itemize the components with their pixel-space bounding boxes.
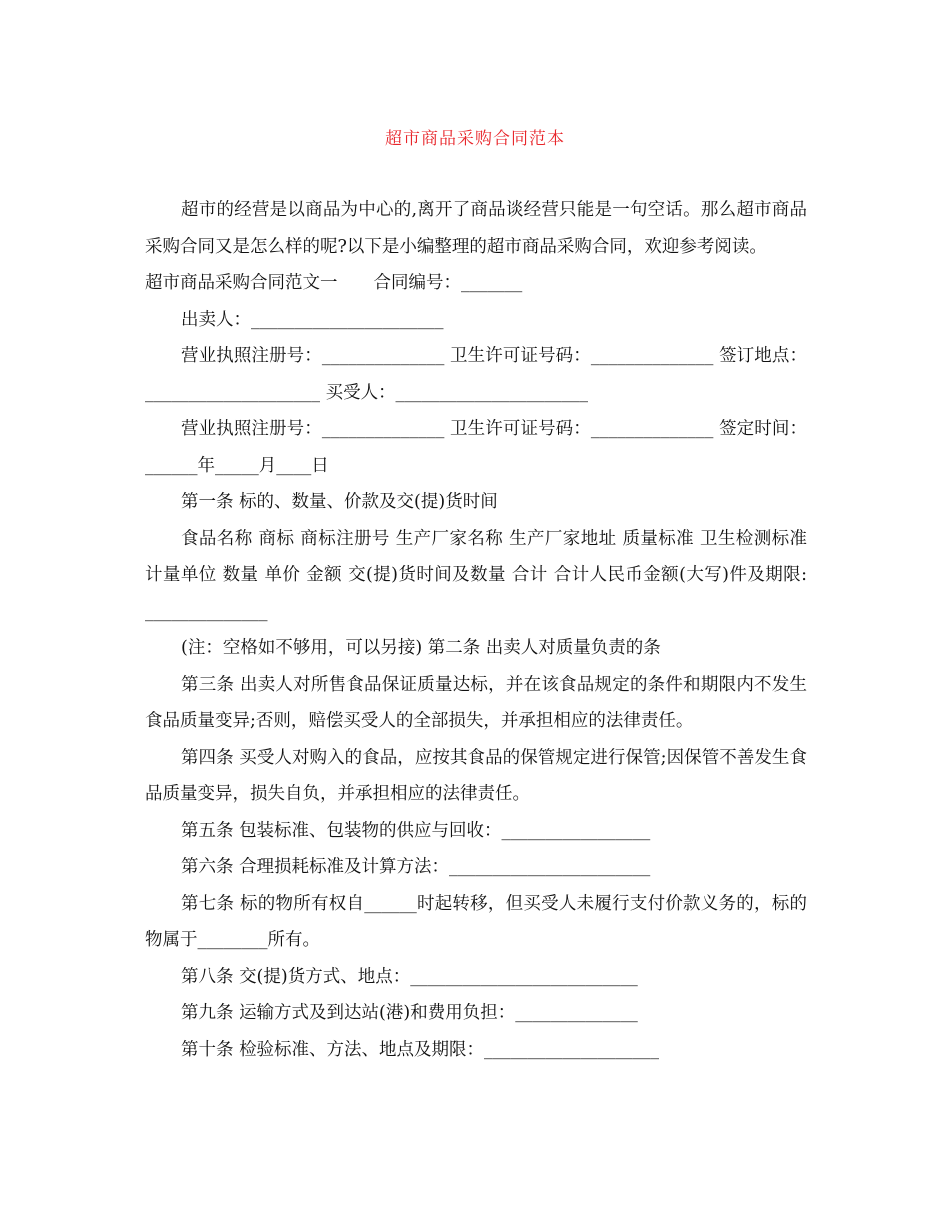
article-5: 第五条 包装标准、包装物的供应与回收：_________________ (181, 820, 651, 841)
article-3: 第三条 出卖人对所售食品保证质量达标，并在该食品规定的条件和期限内不发生食品质量变异;否则，赔偿买受人的全部损失，并承担相应的法律责任。 (145, 674, 807, 731)
article-7: 第七条 标的物所有权自______时起转移，但买受人未履行支付价款义务的，标的物属于________所有。 (145, 893, 807, 950)
article-6: 第六条 合理损耗标准及计算方法：_______________________ (181, 857, 651, 877)
note-paragraph: (注：空格如不够用，可以另接) 第二条 出卖人对质量负责的条 (181, 638, 661, 658)
document-body (145, 192, 807, 1068)
seller-field: 出卖人：______________________ (181, 309, 444, 330)
contract-subtitle: 超市商品采购合同范文一 (145, 273, 338, 293)
article-4: 第四条 买受人对购入的食品，应按其食品的保管规定进行保管;因保管不善发生食品质量变异，损失自负，并承担相应的法律责任。 (145, 747, 807, 804)
document-title: 超市商品采购合同范本 (385, 129, 565, 149)
article-1-title: 第一条 标的、数量、价款及交(提)货时间 (181, 492, 498, 512)
contract-number-field: 合同编号：_______ (373, 273, 523, 293)
article-1-body: 食品名称 商标 商标注册号 生产厂家名称 生产厂家地址 质量标准 卫生检测标准 计量单位 数量 单价 金额 交(提)货时间及数量 合计 合计人民币金额(大写)件及期限: ______________ (145, 528, 807, 622)
registration-line-buyer: 营业执照注册号：______________ 卫生许可证号码：______________ 签定时间：______年_____月____日 (145, 419, 807, 476)
registration-line-seller: 营业执照注册号：______________ 卫生许可证号码：______________ 签订地点：____________________ 买受人：______________________ (145, 346, 807, 403)
subtitle-line (145, 265, 807, 302)
article-10: 第十条 检验标准、方法、地点及期限：____________________ (181, 1039, 660, 1060)
intro-paragraph: 超市的经营是以商品为中心的,离开了商品谈经营只能是一句空话。那么超市商品采购合同又是怎么样的呢?以下是小编整理的超市商品采购合同，欢迎参考阅读。 (145, 200, 807, 257)
article-9: 第九条 运输方式及到达站(港)和费用负担：______________ (181, 1003, 638, 1023)
article-8: 第八条 交(提)货方式、地点：__________________________ (181, 966, 638, 987)
